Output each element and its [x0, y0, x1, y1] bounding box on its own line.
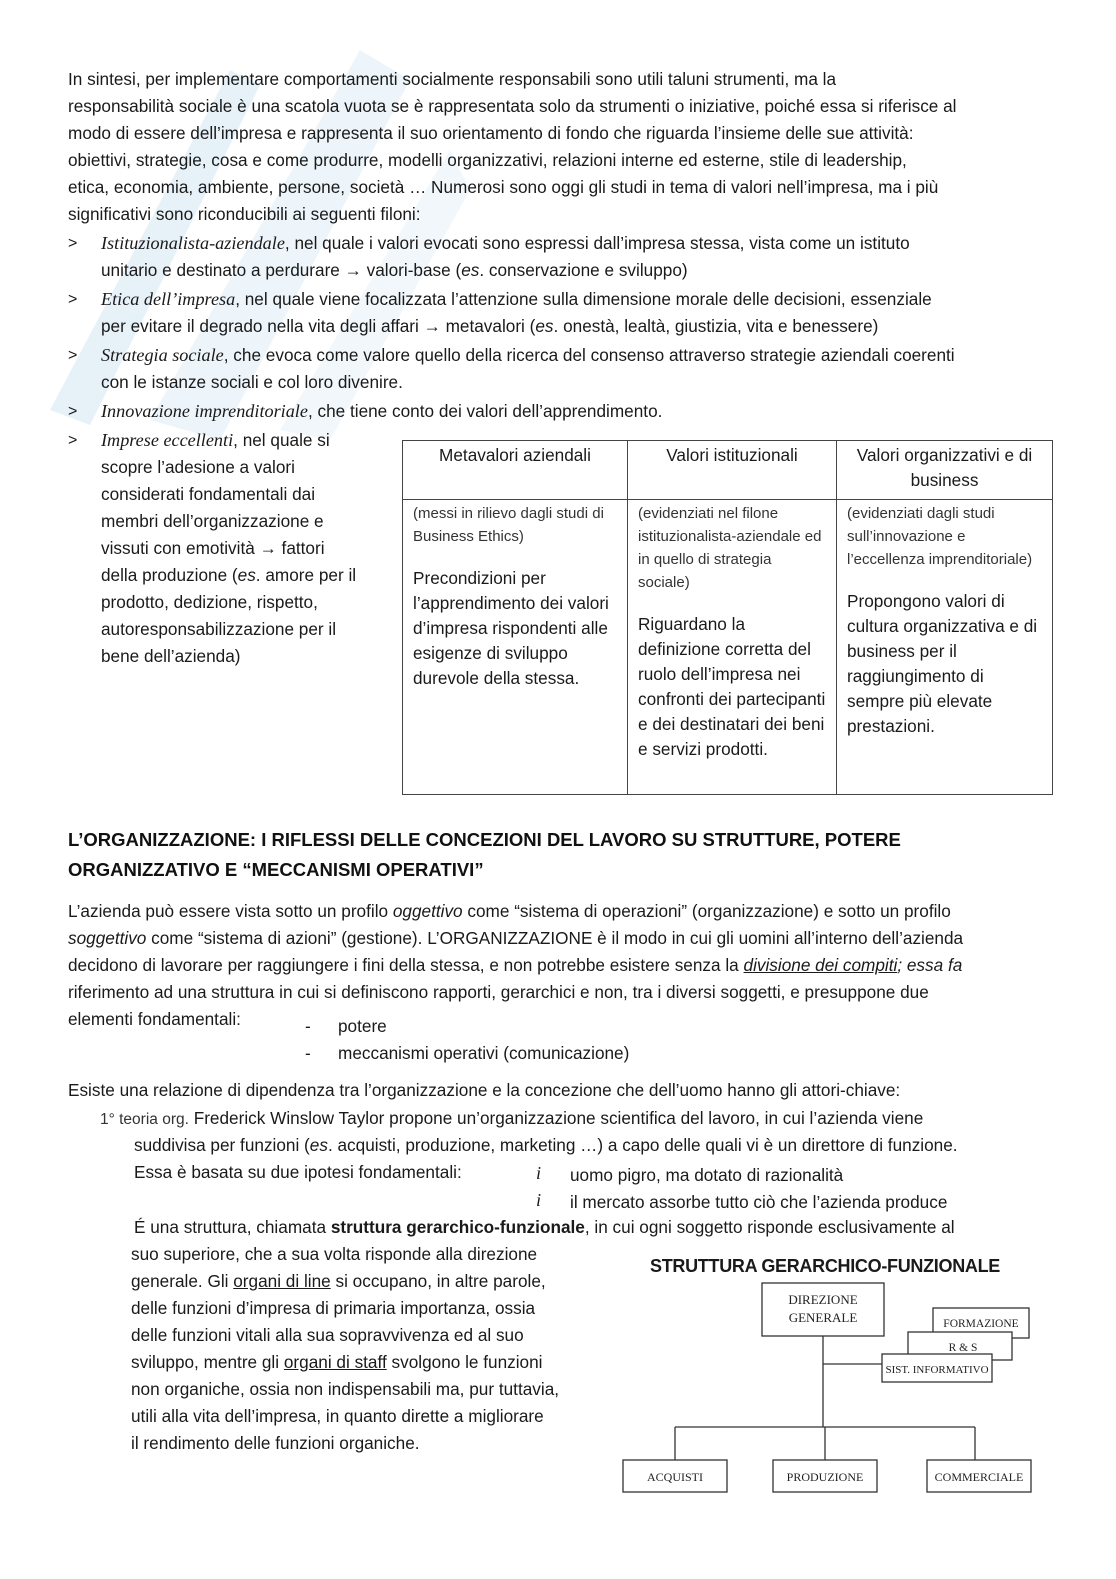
- table-header-row: [403, 441, 1053, 500]
- cell-note: (evidenziati nel filone istituzionalista-aziendale ed in quello di strategia sociale): [638, 505, 822, 591]
- staff-para-line-1: suo superiore, che a sua volta risponde alla direzione: [131, 1244, 538, 1264]
- org-box-label: PRODUZIONE: [786, 1470, 864, 1484]
- intro-line-2: responsabilità sociale è una scatola vuota se è rappresentata solo da strumenti o iniziative, poiché essa si riferisce al: [68, 96, 957, 116]
- table-cell: [628, 500, 837, 795]
- staff-para-line-2: generale. Gli organi di line si occupano, in altre parole,: [131, 1271, 546, 1291]
- cell-body: Propongono valori di cultura organizzativa e di business per il raggiungimento di sempre più elevate prestazioni.: [847, 591, 1038, 736]
- org-para-line-5: elementi fondamentali:: [68, 1009, 241, 1029]
- intro-line-6: significativi sono riconducibili ai seguenti filoni:: [68, 204, 421, 224]
- section-heading-line-1: L’ORGANIZZAZIONE: I RIFLESSI DELLE CONCEZIONI DEL LAVORO SU STRUTTURE, POTERE: [68, 829, 901, 850]
- org-box-label: ACQUISTI: [647, 1470, 703, 1484]
- org-box-label: SIST. INFORMATIVO: [885, 1364, 989, 1376]
- org-box-label: GENERALE: [788, 1310, 858, 1325]
- filone-title: Innovazione imprenditoriale: [101, 401, 308, 421]
- filone-title: Istituzionalista-aziendale: [101, 233, 285, 253]
- intro-line-1: In sintesi, per implementare comportamenti socialmente responsabili sono utili taluni strumenti, ma la: [68, 69, 837, 89]
- bullet-marker: >: [68, 432, 78, 449]
- filone-text: , nel quale i valori evocati sono espressi dall’impresa stessa, vista come un istituto: [284, 233, 910, 253]
- filone-istituzionalista-line-2: unitario e destinato a perdurare → valori-base (es. conservazione e sviluppo): [101, 260, 688, 280]
- org-box-label: FORMAZIONE: [943, 1318, 1019, 1330]
- taylor-intro: Esiste una relazione di dipendenza tra l’organizzazione e la concezione che dell’uomo hanno gli attori-chiave:: [68, 1080, 901, 1100]
- eccellenti-line-2: scopre l’adesione a valori: [101, 457, 295, 477]
- eccellenti-line-8: autoresponsabilizzazione per il: [101, 619, 337, 639]
- staff-para-line-8: il rendimento delle funzioni organiche.: [131, 1433, 420, 1453]
- org-para-line-3: decidono di lavorare per raggiungere i fini della stessa, e non potrebbe esistere senza la divisione dei compiti; essa fa: [68, 955, 963, 975]
- staff-para-line-6: non organiche, ossia non indispensabili ma, pur tuttavia,: [131, 1379, 560, 1399]
- cell-body: Precondizioni per l’apprendimento dei valori d’impresa rispondenti alle esigenze di sviluppo durevole della stessa.: [413, 568, 609, 688]
- taylor-line-1: 1° teoria org. Frederick Winslow Taylor propone un’organizzazione scientifica del lavoro, in cui l’azienda viene: [100, 1108, 924, 1128]
- hypothesis-marker-icon: i: [536, 1190, 542, 1210]
- filone-innovazione: Innovazione imprenditoriale, che tiene conto dei valori dell’apprendimento.: [101, 401, 663, 421]
- staff-para-line-4: delle funzioni vitali alla sua sopravvivenza ed al suo: [131, 1325, 524, 1345]
- org-box-label: R & S: [948, 1342, 978, 1354]
- intro-line-3: modo di essere dell’impresa e rappresenta il suo orientamento di fondo che riguarda l’insieme delle sue attività:: [68, 123, 914, 143]
- taylor-line-2: suddivisa per funzioni (es. acquisti, produzione, marketing …) a capo delle quali vi è un direttore di funzione.: [134, 1135, 958, 1155]
- table-cell: [837, 500, 1053, 795]
- bullet-marker: >: [68, 403, 78, 420]
- staff-para-line-7: utili alla vita dell’impresa, in quanto dirette a migliorare: [131, 1406, 544, 1426]
- org-para-line-4: riferimento ad una struttura in cui si definiscono rapporti, gerarchici e non, tra i diversi soggetti, e presuppone due: [68, 982, 929, 1002]
- intro-line-4: obiettivi, strategie, cosa e come produrre, modelli organizzativi, relazioni interne ed esterne, stile di leadership,: [68, 150, 907, 170]
- eccellenti-line-9: bene dell’azienda): [101, 646, 241, 666]
- section-heading-line-2: ORGANIZZATIVO E “MECCANISMI OPERATIVI”: [68, 859, 484, 880]
- theory-label: 1° teoria org.: [100, 1111, 189, 1128]
- filone-title: Imprese eccellenti: [101, 430, 234, 450]
- arrow-icon: →: [344, 260, 362, 280]
- taylor-line-3: Essa è basata su due ipotesi fondamentali:: [134, 1162, 462, 1182]
- eccellenti-line-5: vissuti con emotività → fattori: [101, 538, 325, 558]
- bullet-marker: >: [68, 235, 78, 252]
- hypothesis-1: uomo pigro, ma dotato di razionalità: [570, 1165, 844, 1185]
- values-table: [402, 440, 1053, 795]
- arrow-icon: →: [259, 538, 277, 558]
- eccellenti-line-6: della produzione (es. amore per il: [101, 565, 357, 585]
- intro-line-5: etica, economia, ambiente, persone, società … Numerosi sono oggi gli studi in tema di valori nell’impresa, ma i più: [68, 177, 939, 197]
- org-box-label: DIREZIONE: [788, 1292, 858, 1307]
- staff-para-line-5: sviluppo, mentre gli organi di staff svolgono le funzioni: [131, 1352, 543, 1372]
- cell-note: (messi in rilievo dagli studi di Business Ethics): [413, 505, 604, 545]
- table-cell: [403, 500, 628, 795]
- org-para-line-1: L’azienda può essere vista sotto un profilo oggettivo come “sistema di operazioni” (organizzazione) e sotto un profilo: [68, 901, 951, 921]
- hypothesis-2: il mercato assorbe tutto ciò che l’azienda produce: [570, 1192, 948, 1212]
- eccellenti-line-1: Imprese eccellenti, nel quale si: [101, 430, 330, 450]
- filone-title: Strategia sociale: [101, 345, 224, 365]
- eccellenti-line-7: prodotto, dedizione, rispetto,: [101, 592, 318, 612]
- taylor-line-4: É una struttura, chiamata struttura gerarchico-funzionale, in cui ogni soggetto risponde esclusivamente al: [134, 1217, 955, 1237]
- list-dash: -: [305, 1043, 311, 1063]
- table-header-cell: Valori istituzionali: [628, 441, 837, 500]
- filone-title: Etica dell’impresa: [101, 289, 236, 309]
- list-item-potere: potere: [338, 1016, 387, 1036]
- arrow-icon: →: [423, 316, 441, 336]
- list-item-meccanismi: meccanismi operativi (comunicazione): [338, 1043, 630, 1063]
- bullet-marker: >: [68, 291, 78, 308]
- org-box-label: COMMERCIALE: [934, 1470, 1024, 1484]
- cell-note: (evidenziati dagli studi sull’innovazione e l’eccellenza imprenditoriale): [847, 505, 1033, 568]
- table-header-cell: Metavalori aziendali: [403, 441, 628, 500]
- filone-etica: Etica dell’impresa, nel quale viene focalizzata l’attenzione sulla dimensione morale delle decisioni, essenziale: [101, 289, 932, 309]
- cell-body: Riguardano la definizione corretta del ruolo dell’impresa nei confronti dei partecipanti e dei destinatari dei beni e servizi prodotti.: [638, 614, 826, 759]
- org-chart-title: STRUTTURA GERARCHICO-FUNZIONALE: [650, 1256, 1001, 1276]
- eccellenti-line-3: considerati fondamentali dai: [101, 484, 316, 504]
- eccellenti-line-4: membri dell’organizzazione e: [101, 511, 324, 531]
- staff-para-line-3: delle funzioni d’impresa di primaria importanza, ossia: [131, 1298, 536, 1318]
- bullet-marker: >: [68, 347, 78, 364]
- org-para-line-2: soggettivo come “sistema di azioni” (gestione). L’ORGANIZZAZIONE è il modo in cui gli uomini all’interno dell’azienda: [68, 928, 964, 948]
- hypothesis-marker-icon: i: [536, 1163, 542, 1183]
- filone-strategia-line-2: con le istanze sociali e col loro divenire.: [101, 372, 403, 392]
- table-header-cell: Valori organizzativi e di business: [837, 441, 1053, 500]
- table-row: [403, 500, 1053, 795]
- org-chart: [620, 1280, 1040, 1500]
- filone-strategia: Strategia sociale, che evoca come valore quello della ricerca del consenso attraverso strategie aziendali coerenti: [101, 345, 955, 365]
- list-dash: -: [305, 1016, 311, 1036]
- filone-etica-line-2: per evitare il degrado nella vita degli affari → metavalori (es. onestà, lealtà, giustizia, vita e benessere): [101, 316, 879, 336]
- filone-istituzionalista: [101, 230, 910, 257]
